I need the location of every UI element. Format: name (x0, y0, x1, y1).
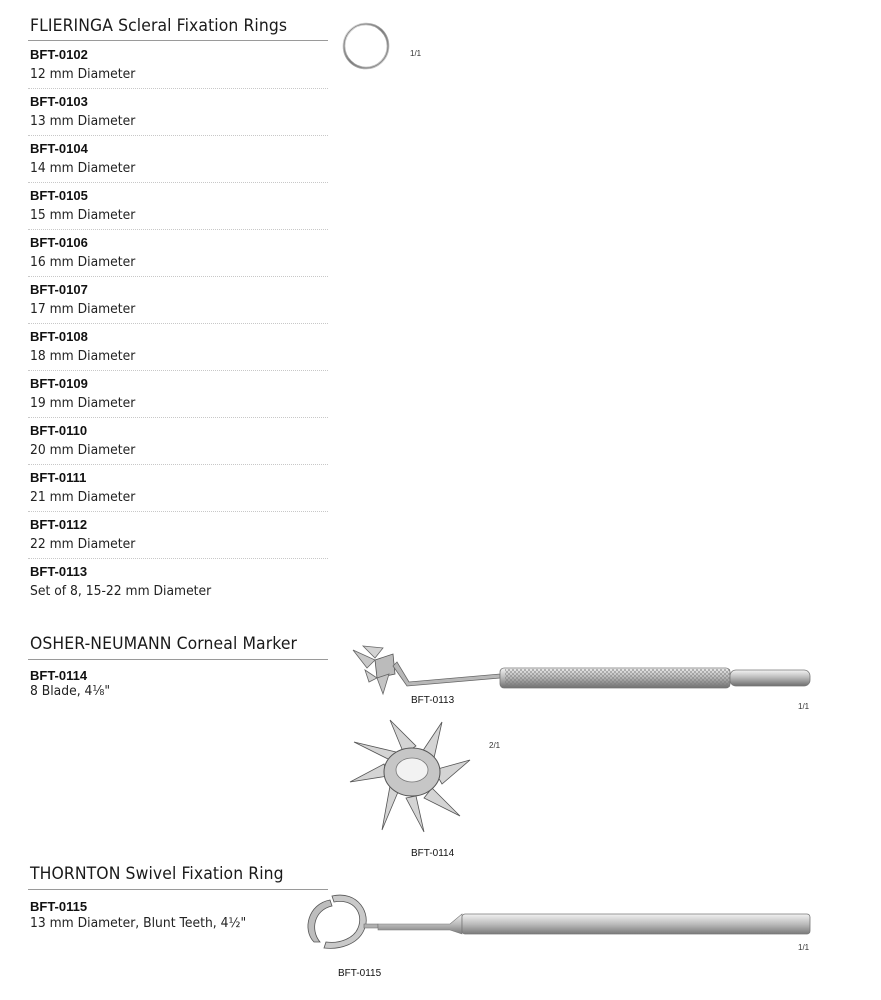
item-divider (28, 88, 328, 89)
flieringa-title-rule (28, 40, 328, 41)
item-code: BFT-0111 (30, 470, 87, 485)
item-description: 21 mm Diameter (30, 490, 136, 505)
item-divider (28, 464, 328, 465)
item-divider (28, 511, 328, 512)
item-code: BFT-0107 (30, 282, 88, 297)
item-code: BFT-0113 (30, 564, 88, 579)
item-divider (28, 135, 328, 136)
item-description: Set of 8, 15-22 mm Diameter (30, 584, 212, 599)
item-code: BFT-0102 (30, 47, 88, 62)
thornton-code: BFT-0115 (30, 899, 88, 914)
item-description: 22 mm Diameter (30, 537, 136, 552)
thornton-caption: BFT-0115 (338, 968, 382, 979)
item-divider (28, 417, 328, 418)
item-code: BFT-0109 (30, 376, 88, 391)
item-description: 14 mm Diameter (30, 161, 136, 176)
thornton-scale-label: 1/1 (798, 943, 810, 952)
item-divider (28, 229, 328, 230)
item-description: 16 mm Diameter (30, 255, 136, 270)
item-description: 19 mm Diameter (30, 396, 136, 411)
item-description: 12 mm Diameter (30, 67, 136, 82)
osher-code: BFT-0114 (30, 668, 88, 683)
swivel-ring-image (300, 890, 815, 960)
blade-scale-label: 2/1 (489, 741, 501, 750)
item-description: 15 mm Diameter (30, 208, 136, 223)
thornton-title: THORNTON Swivel Fixation Ring (30, 864, 284, 884)
item-divider (28, 370, 328, 371)
item-code: BFT-0103 (30, 94, 88, 109)
thornton-desc: 13 mm Diameter, Blunt Teeth, 4½" (30, 916, 247, 931)
item-code: BFT-0106 (30, 235, 88, 250)
item-description: 17 mm Diameter (30, 302, 136, 317)
item-code: BFT-0112 (30, 517, 88, 532)
blade-caption: BFT-0114 (411, 848, 455, 859)
item-description: 20 mm Diameter (30, 443, 136, 458)
item-description: 18 mm Diameter (30, 349, 136, 364)
osher-title: OSHER-NEUMANN Corneal Marker (30, 634, 298, 654)
osher-title-rule (28, 659, 328, 660)
marker-caption: BFT-0113 (411, 695, 455, 706)
item-divider (28, 323, 328, 324)
thornton-title-rule (28, 889, 328, 890)
marker-scale-label: 1/1 (798, 702, 810, 711)
item-divider (28, 276, 328, 277)
item-code: BFT-0105 (30, 188, 88, 203)
item-description: 13 mm Diameter (30, 114, 136, 129)
osher-desc: 8 Blade, 4⅛" (30, 684, 111, 699)
item-divider (28, 558, 328, 559)
ring-scale-label: 1/1 (410, 49, 422, 58)
item-divider (28, 182, 328, 183)
marker-blade-closeup-image (346, 716, 476, 836)
flieringa-title: FLIERINGA Scleral Fixation Rings (30, 16, 288, 36)
item-code: BFT-0108 (30, 329, 88, 344)
item-code: BFT-0104 (30, 141, 88, 156)
fixation-ring-image (340, 20, 392, 72)
item-code: BFT-0110 (30, 423, 88, 438)
